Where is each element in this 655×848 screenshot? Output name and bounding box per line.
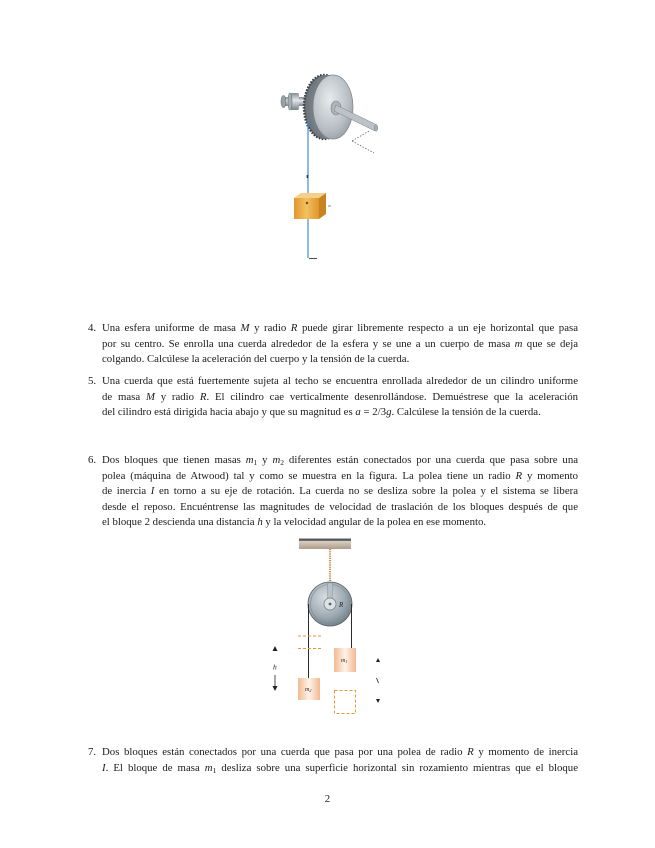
math-variable: a	[355, 406, 361, 419]
problem-4	[88, 321, 578, 368]
text-line	[102, 469, 578, 485]
text-run: puede girar libremente respecto a un eje horizontal que pasa	[297, 322, 578, 334]
text-run: desliza sobre una superficie horizontal sin rozamiento mientras que el bloque	[216, 761, 578, 774]
text-line	[102, 321, 578, 337]
math-subscript: 1	[212, 765, 217, 775]
page-number: 2	[324, 793, 331, 805]
problem-5	[88, 374, 578, 421]
text-run: Una cuerda que está fuertemente sujeta al techo se encuentra enrollada alrededor de un cilindro uniforme	[102, 375, 578, 387]
text-run: diferentes están conectados por una cuerda que pasa sobre una	[284, 454, 579, 466]
atwood-machine-figure	[266, 532, 390, 722]
math-variable: R	[290, 322, 298, 334]
math-subscript: 1	[253, 458, 258, 468]
text-line	[102, 374, 578, 390]
text-line	[102, 761, 578, 777]
text-run: y	[257, 454, 273, 466]
text-run: de inercia	[102, 485, 151, 498]
text-line	[102, 405, 578, 421]
problem-number: 7.	[88, 746, 97, 758]
text-line	[102, 337, 578, 353]
block-2-label: m2	[305, 687, 312, 694]
text-run: Dos bloques que tienen masas	[102, 454, 246, 466]
text-run: en torno a su eje de rotación. La cuerda no se desliza sobre la polea y el sistema se libera	[154, 485, 578, 498]
problem-number: 4.	[88, 322, 97, 334]
wheel-axle-drawing	[270, 68, 390, 264]
math-variable: h	[257, 516, 263, 529]
text-run: y radio	[249, 322, 291, 334]
text-run: colgando. Calcúlese la aceleración del cuerpo y la tensión de la cuerda.	[102, 353, 410, 366]
math-variable: m	[272, 454, 281, 466]
math-variable: R	[515, 469, 523, 482]
text-run: . El cilindro cae verticalmente desenrollándose. Demuéstrese que la aceleración	[206, 390, 579, 403]
dimension-lines	[352, 131, 374, 153]
math-variable: I	[150, 485, 155, 498]
problem-7	[88, 745, 578, 776]
text-run: del cilindro está dirigida hacia abajo y que su magnitud es	[102, 406, 356, 419]
text-run: . El bloque de masa	[105, 761, 205, 774]
problem-number: 5.	[88, 375, 97, 387]
math-variable: R	[467, 746, 474, 758]
math-variable: M	[145, 390, 155, 403]
pulley-radius-label: R	[339, 601, 344, 609]
problem-text	[102, 374, 578, 421]
text-run: por su centro. Se enrolla una cuerda alrededor de la esfera y se une a un cuerpo de masa	[102, 337, 515, 350]
cord-marker	[307, 175, 309, 178]
problem-text	[102, 321, 578, 368]
text-line	[102, 745, 578, 761]
hanging-block	[294, 193, 326, 219]
text-run: que se deja	[522, 337, 579, 350]
problem-number: 6.	[88, 454, 97, 466]
text-run: polea (máquina de Atwood) tal y como se muestra en la figura. La polea tiene un radio	[102, 469, 516, 482]
final-position-dashes	[335, 691, 356, 714]
block-1-label: m1	[341, 658, 348, 665]
initial-position-dashes	[298, 636, 322, 649]
text-run: . Calcúlese la tensión de la cuerda.	[391, 406, 541, 419]
text-run: Dos bloques están conectados por una cuerda que pasa por una polea de radio	[102, 746, 468, 758]
text-run: y radio	[154, 390, 200, 403]
text-line	[102, 453, 578, 469]
math-variable: m	[204, 761, 213, 774]
text-line	[102, 484, 578, 500]
problem-text	[102, 745, 578, 776]
text-run: de masa	[102, 390, 146, 403]
math-variable: m	[245, 454, 254, 466]
text-run: el bloque 2 descienda una distancia	[102, 516, 258, 529]
distance-label: h	[273, 662, 277, 672]
atwood-machine-drawing	[266, 532, 390, 722]
problem-text	[102, 453, 578, 531]
ceiling	[299, 539, 351, 550]
math-variable: M	[240, 322, 250, 334]
math-variable: m	[514, 337, 523, 350]
wheel-axle-figure	[270, 68, 390, 264]
math-subscript: 2	[280, 458, 285, 468]
motion-marks	[376, 658, 380, 703]
text-run: = 2/3	[360, 406, 387, 419]
math-variable: g	[386, 406, 392, 419]
text-run: Una esfera uniforme de masa	[102, 322, 241, 334]
math-variable: R	[199, 390, 207, 403]
text-run: y momento	[522, 469, 578, 482]
pulley	[308, 582, 352, 626]
text-line	[102, 515, 578, 531]
problem-6	[88, 453, 578, 531]
text-run: y la velocidad angular de la polea en ese momento.	[262, 516, 487, 529]
text-run: y momento de inercia	[473, 746, 578, 758]
text-line	[102, 352, 578, 368]
text-run: desde el reposo. Encuéntrense las magnitudes de velocidad de traslación de los bloques después de que	[102, 500, 578, 513]
text-line	[102, 390, 578, 406]
math-variable: I	[102, 761, 106, 774]
text-line	[102, 500, 578, 516]
